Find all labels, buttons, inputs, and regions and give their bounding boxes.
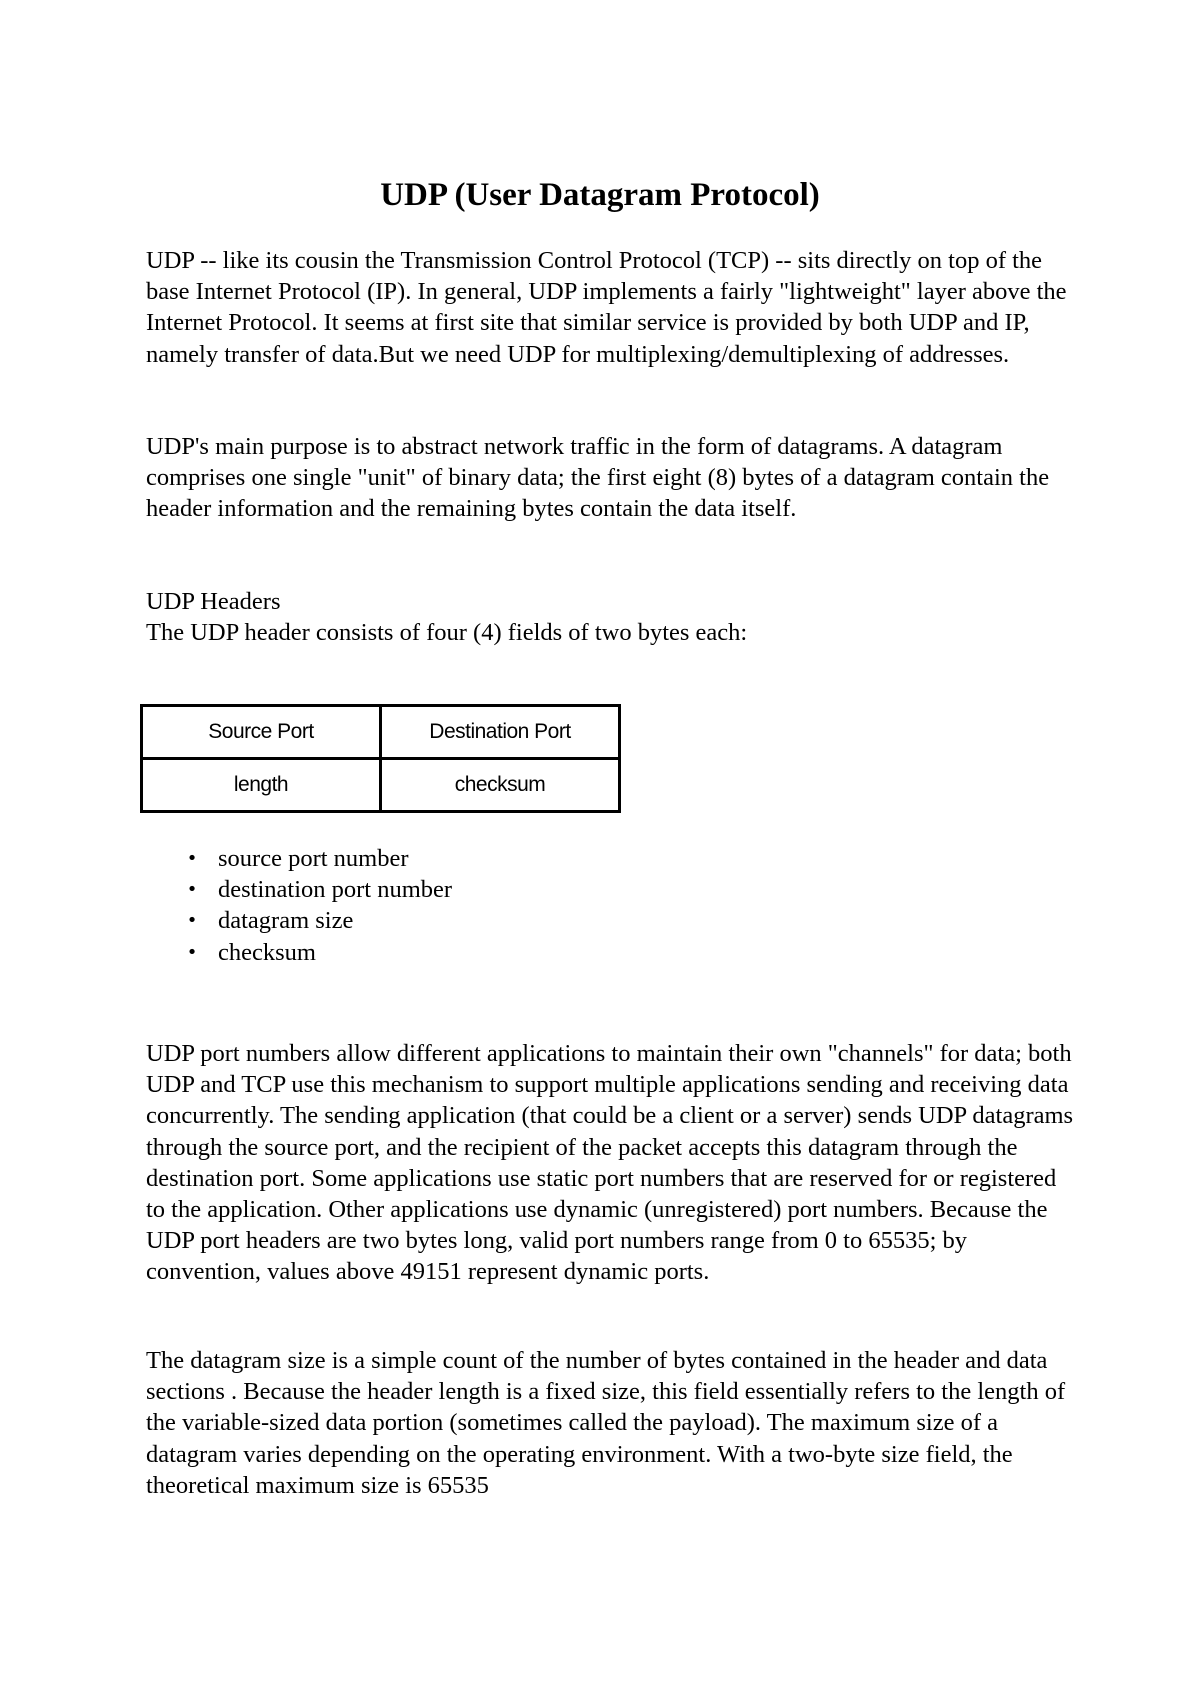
- list-item: [182, 905, 452, 936]
- table-cell-checksum: checksum: [381, 759, 620, 812]
- udp-header-table: [140, 704, 621, 813]
- list-item-text: datagram size: [218, 907, 354, 935]
- ports-paragraph: UDP port numbers allow different applications to maintain their own "channels" for data; both UDP and TCP use this mechanism to support multiple applications sending and receiving data concurrently. The sending application (that could be a client or a server) sends UDP datagrams through the source port, and the recipient of the packet accepts this datagram through the destination port. Some applications use static port numbers that are reserved for or registered to the application. Other applications use dynamic (unregistered) port numbers. Because the UDP port headers are two bytes long, valid port numbers range from 0 to 65535; by convention, values above 49151 represent dynamic ports.: [146, 1040, 1074, 1286]
- list-item: [182, 937, 452, 968]
- table-cell-length: length: [142, 759, 381, 812]
- list-item-text: destination port number: [218, 876, 453, 904]
- headers-heading: UDP Headers: [146, 588, 281, 615]
- page-title: UDP (User Datagram Protocol): [380, 177, 820, 213]
- bullet-icon: •: [186, 848, 198, 869]
- list-item-text: checksum: [218, 938, 316, 966]
- table-cell-source-port: Source Port: [142, 706, 381, 759]
- list-item: [182, 843, 452, 874]
- header-fields-list: [182, 843, 452, 968]
- table-row: [142, 759, 620, 812]
- table-row: [142, 706, 620, 759]
- list-item-text: source port number: [218, 845, 409, 872]
- bullet-icon: •: [186, 910, 198, 932]
- table-cell-destination-port: Destination Port: [381, 706, 620, 759]
- headers-section: [146, 586, 1076, 648]
- intro-paragraph: UDP -- like its cousin the Transmission Control Protocol (TCP) -- sits directly on top of the base Internet Protocol (IP). In general, UDP implements a fairly "lightweight" layer above the Internet Protocol. It seems at first site that similar service is provided by both UDP and IP, namely transfer of data.But we need UDP for multiplexing/demultiplexing of addresses.: [146, 247, 1067, 368]
- purpose-paragraph: UDP's main purpose is to abstract network traffic in the form of datagrams. A datagram comprises one single "unit" of binary data; the first eight (8) bytes of a datagram contain the header information and the remaining bytes contain the data itself.: [146, 433, 1050, 523]
- bullet-icon: •: [186, 879, 198, 901]
- headers-intro: The UDP header consists of four (4) fields of two bytes each:: [146, 619, 748, 647]
- datagram-size-paragraph: The datagram size is a simple count of the number of bytes contained in the header and data sections . Because the header length is a fixed size, this field essentially refers to the length of the variable-sized data portion (sometimes called the payload). The maximum size of a datagram varies depending on the operating environment. With a two-byte size field, the theoretical maximum size is 65535: [146, 1347, 1066, 1499]
- list-item: [182, 874, 452, 905]
- bullet-icon: •: [186, 941, 198, 963]
